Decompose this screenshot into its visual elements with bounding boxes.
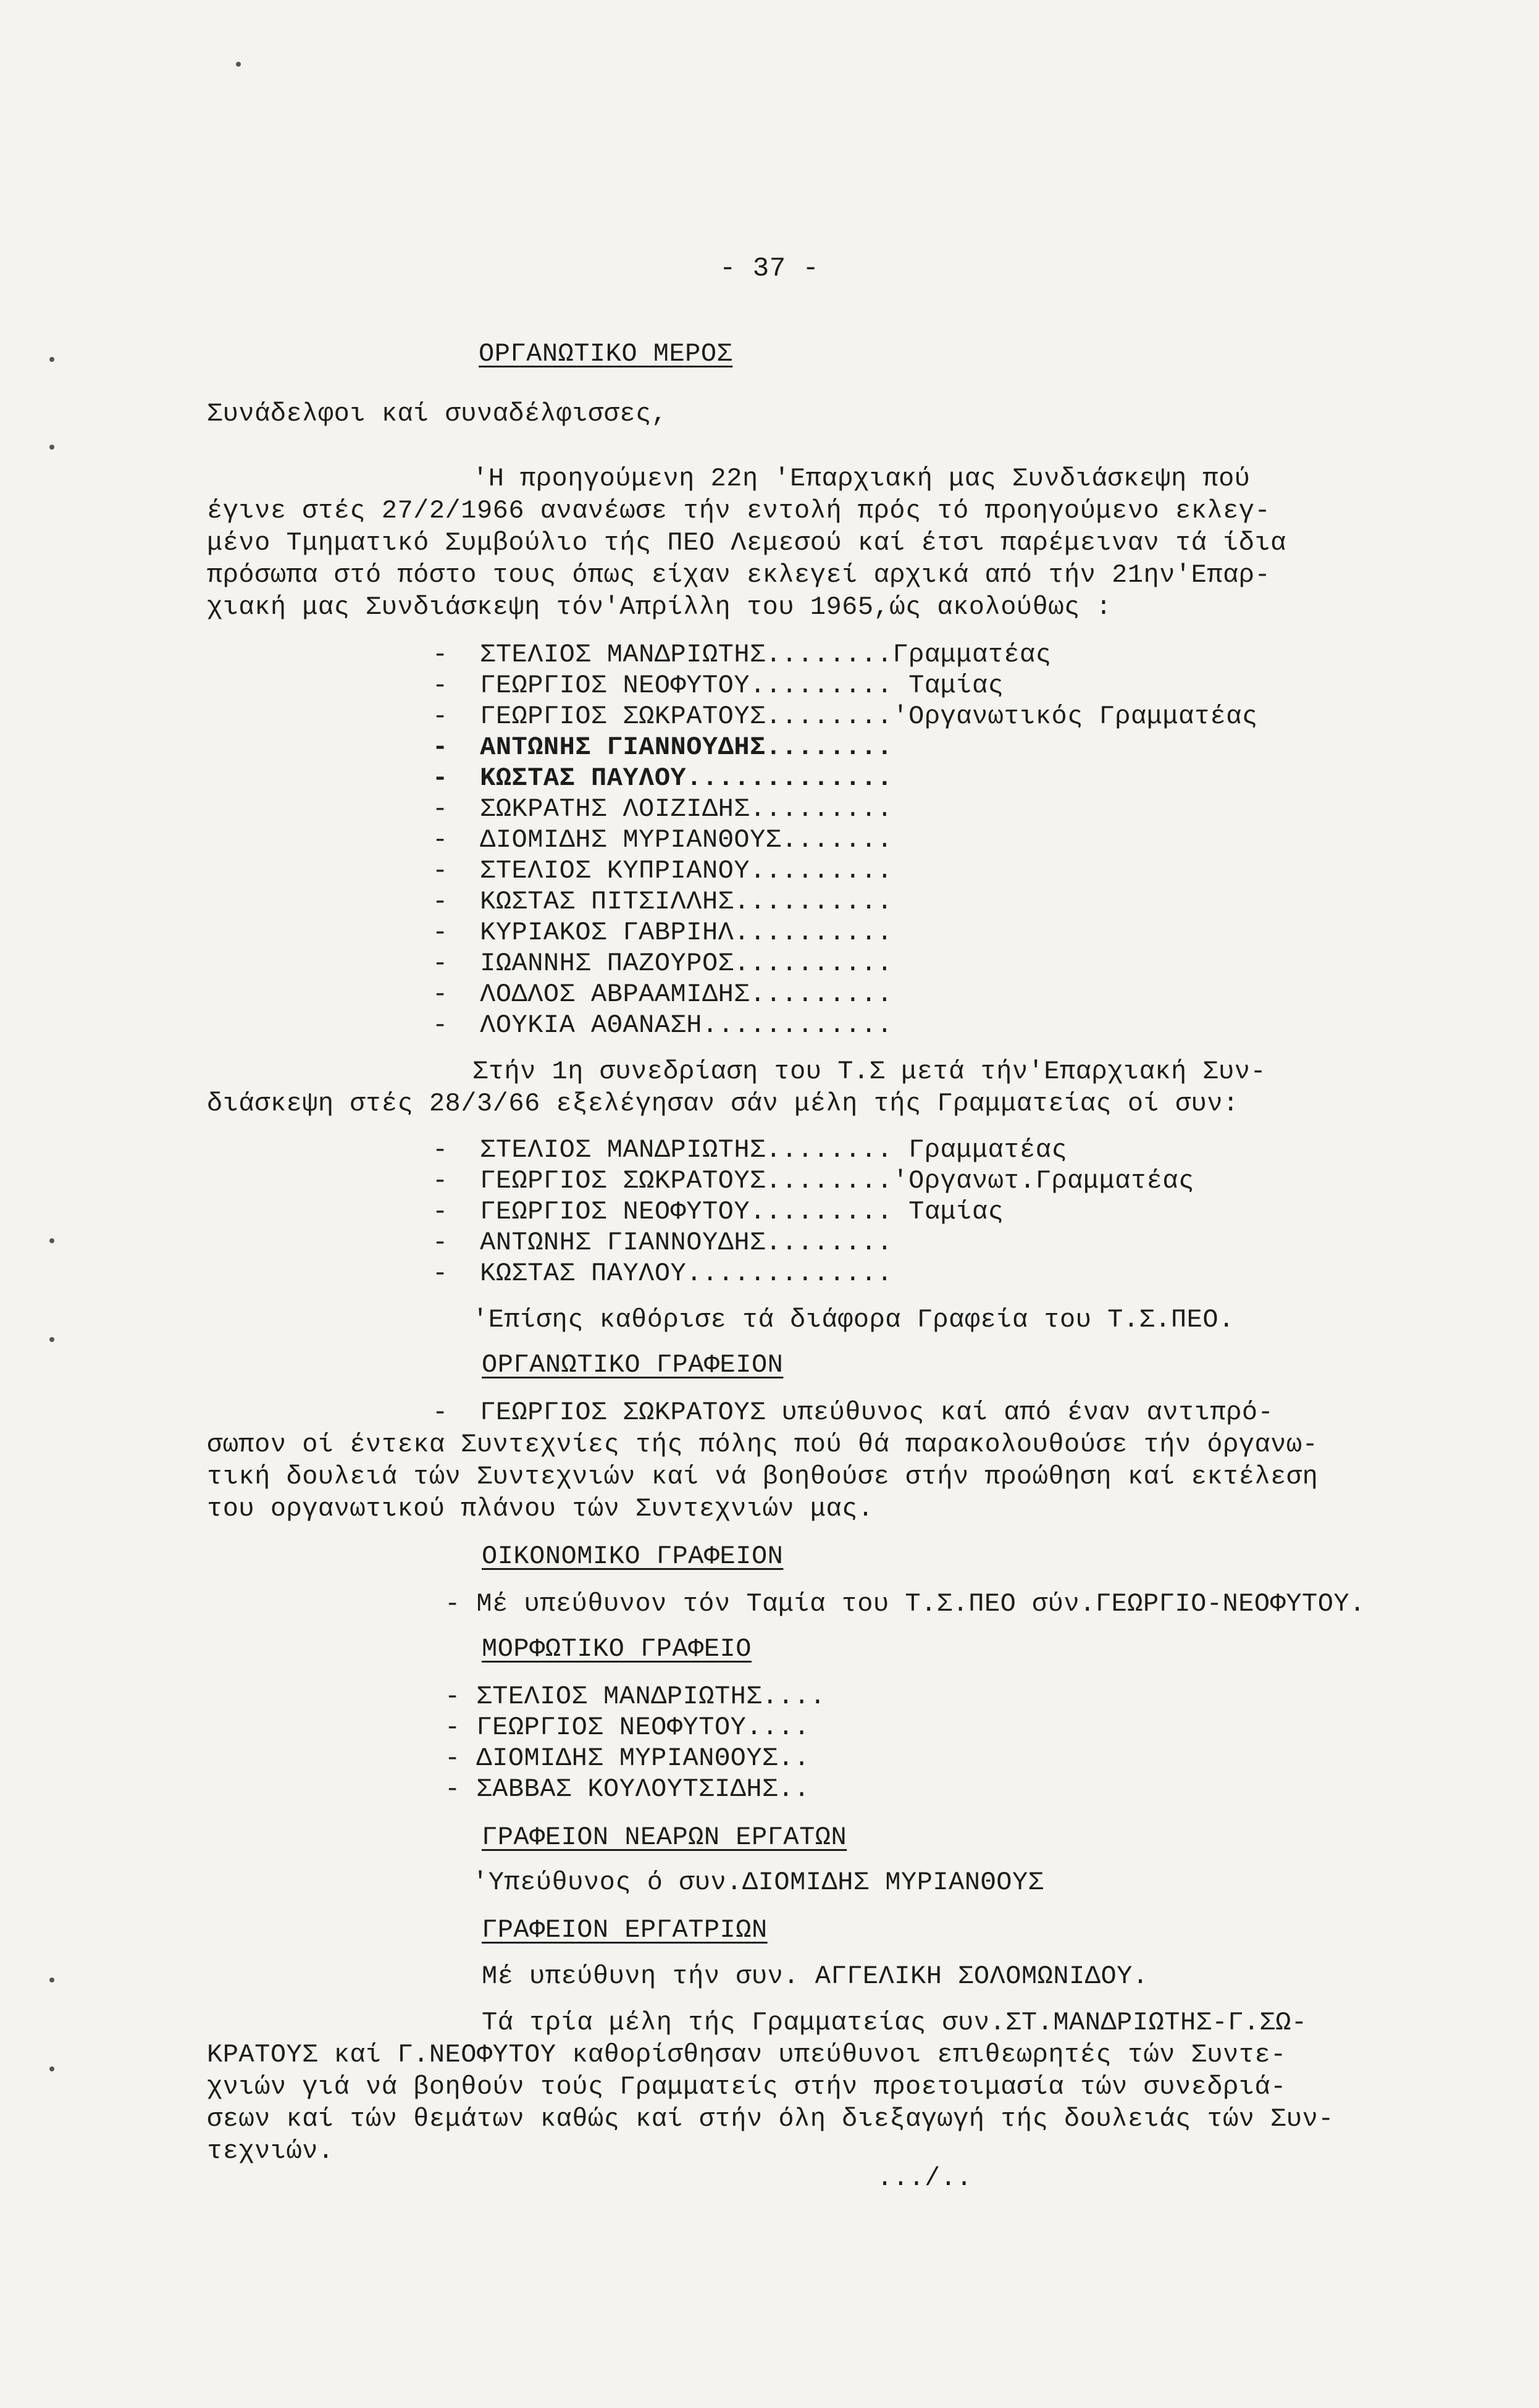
continued-mark: .../.. [877, 2163, 973, 2193]
scan-speck [49, 357, 54, 362]
salutation: Συνάδελφοι καί συναδέλφισσες, [207, 399, 668, 429]
council-member: - ΙΩΑΝΝΗΣ ΠΑΖΟΥΡΟΣ.......... [432, 949, 893, 978]
council-member: - ΣΤΕΛΙΟΣ ΚΥΠΡΙΑΝΟΥ......... [432, 856, 893, 886]
scan-speck [49, 1238, 54, 1243]
intro-line: μένο Τμηματικό Συμβούλιο τής ΠΕΟ Λεμεσού καί έτσι παρέμειναν τά ίδια [207, 528, 1286, 558]
secretariat-member: - ΑΝΤΩΝΗΣ ΓΙΑΝΝΟΥΔΗΣ........ [432, 1228, 893, 1257]
closing-line: τεχνιών. [207, 2136, 334, 2166]
council-member: - ΛΟΔΛΟΣ ΑΒΡΑΑΜΙΔΗΣ......... [432, 980, 893, 1009]
closing-line: Τά τρία μέλη τής Γραμματείας συν.ΣΤ.ΜΑΝΔΡΙΩΤΗΣ-Γ.ΣΩ- [482, 2008, 1307, 2037]
youth-office-line: 'Υπεύθυνος ό συν.ΔΙΟΜΙΔΗΣ ΜΥΡΙΑΝΘΟΥΣ [472, 1868, 1044, 1897]
council-member: - ΛΟΥΚΙΑ ΑΘΑΝΑΣΗ............ [432, 1010, 893, 1040]
edu-office-member: - ΔΙΟΜΙΔΗΣ ΜΥΡΙΑΝΘΟΥΣ.. [445, 1743, 810, 1773]
council-member: - ΓΕΩΡΓΙΟΣ ΣΩΚΡΑΤΟΥΣ........'Οργανωτικός Γραμματέας [432, 702, 1258, 731]
secretariat-member: - ΣΤΕΛΙΟΣ ΜΑΝΔΡΙΩΤΗΣ........ Γραμματέας [432, 1135, 1068, 1165]
council-member: - ΣΤΕΛΙΟΣ ΜΑΝΔΡΙΩΤΗΣ........Γραμματέας [432, 640, 1052, 669]
council-member: - ΣΩΚΡΑΤΗΣ ΛΟΙΖΙΔΗΣ......... [432, 794, 893, 824]
scan-speck [49, 445, 54, 450]
council-member: - ΔΙΟΜΙΔΗΣ ΜΥΡΙΑΝΘΟΥΣ....... [432, 825, 893, 855]
section-title: ΟΡΓΑΝΩΤΙΚΟ ΜΕΡΟΣ [479, 339, 733, 369]
secretariat-member: - ΓΕΩΡΓΙΟΣ ΝΕΟΦΥΤΟΥ......... Ταμίας [432, 1197, 1004, 1227]
scan-speck [49, 1337, 54, 1342]
closing-line: σεων καί τών θεμάτων καθώς καί στήν όλη διεξαγωγή τής δουλειάς τών Συν- [207, 2104, 1334, 2134]
council-member: - ΓΕΩΡΓΙΟΣ ΝΕΟΦΥΤΟΥ......... Ταμίας [432, 671, 1004, 700]
intro-line: πρόσωπα στό πόστο τους όπως είχαν εκλεγεί αρχικά από τήν 21ην'Επαρ- [207, 560, 1271, 590]
edu-office-member: - ΣΤΕΛΙΟΣ ΜΑΝΔΡΙΩΤΗΣ.... [445, 1682, 826, 1711]
session-line: διάσκεψη στές 28/3/66 εξελέγησαν σάν μέλη τής Γραμματείας οί συν: [207, 1089, 1239, 1118]
women-office-line: Μέ υπεύθυνη τήν συν. ΑΓΓΕΛΙΚΗ ΣΟΛΟΜΩΝΙΔΟΥ. [482, 1961, 1149, 1991]
closing-line: χνιών γιά νά βοηθούν τούς Γραμματείς στήν προετοιμασία τών συνεδριά- [207, 2072, 1286, 2102]
scan-speck [236, 62, 241, 67]
offices-intro: 'Επίσης καθόρισε τά διάφορα Γραφεία του Τ.Σ.ΠΕΟ. [472, 1305, 1235, 1335]
council-member: - ΑΝΤΩΝΗΣ ΓΙΑΝΝΟΥΔΗΣ........ [432, 732, 893, 762]
council-member: - ΚΥΡΙΑΚΟΣ ΓΑΒΡΙΗΛ.......... [432, 918, 893, 947]
intro-line: έγινε στές 27/2/1966 ανανέωσε τήν εντολή πρός τό προηγούμενο εκλεγ- [207, 496, 1271, 526]
edu-office-member: - ΓΕΩΡΓΙΟΣ ΝΕΟΦΥΤΟΥ.... [445, 1713, 810, 1742]
youth-office-heading: ΓΡΑΦΕΙΟΝ ΝΕΑΡΩΝ ΕΡΓΑΤΩΝ [482, 1823, 847, 1852]
edu-office-heading: ΜΟΡΦΩΤΙΚΟ ΓΡΑΦΕΙΟ [482, 1634, 752, 1664]
session-line: Στήν 1η συνεδρίαση του Τ.Σ μετά τήν'Επαρχιακή Συν- [472, 1057, 1267, 1086]
intro-line: 'Η προηγούμενη 22η 'Επαρχιακή μας Συνδιάσκεψη πού [472, 464, 1251, 493]
edu-office-member: - ΣΑΒΒΑΣ ΚΟΥΛΟΥΤΣΙΔΗΣ.. [445, 1774, 810, 1804]
page-number: - 37 - [719, 253, 820, 284]
scan-speck [49, 2066, 54, 2071]
org-office-line: σωπον οί έντεκα Συντεχνίες τής πόλης πού θά παρακολουθούσε τήν όργανω- [207, 1430, 1319, 1459]
intro-line: χιακή μας Συνδιάσκεψη τόν'Απρίλλη του 1965,ώς ακολούθως : [207, 592, 1112, 622]
econ-office-heading: ΟΙΚΟΝΟΜΙΚΟ ΓΡΑΦΕΙΟΝ [482, 1542, 784, 1571]
secretariat-member: - ΓΕΩΡΓΙΟΣ ΣΩΚΡΑΤΟΥΣ........'Οργανωτ.Γραμματέας [432, 1166, 1194, 1196]
org-office-line: - ΓΕΩΡΓΙΟΣ ΣΩΚΡΑΤΟΥΣ υπεύθυνος καί από έναν αντιπρό- [432, 1398, 1274, 1427]
closing-line: ΚΡΑΤΟΥΣ καί Γ.ΝΕΟΦΥΤΟΥ καθορίσθησαν υπεύθυνοι επιθεωρητές τών Συντε- [207, 2040, 1286, 2070]
econ-office-line: - Μέ υπεύθυνον τόν Ταμία του Τ.Σ.ΠΕΟ σύν.ΓΕΩΡΓΙΟ-ΝΕΟΦΥΤΟΥ. [445, 1589, 1365, 1619]
org-office-heading: ΟΡΓΑΝΩΤΙΚΟ ΓΡΑΦΕΙΟΝ [482, 1350, 784, 1380]
women-office-heading: ΓΡΑΦΕΙΟΝ ΕΡΓΑΤΡΙΩΝ [482, 1915, 768, 1945]
scan-speck [49, 1978, 54, 1982]
org-office-line: του οργανωτικού πλάνου τών Συντεχνιών μας. [207, 1494, 874, 1524]
secretariat-member: - ΚΩΣΤΑΣ ΠΑΥΛΟΥ............. [432, 1259, 893, 1288]
org-office-line: τική δουλειά τών Συντεχνιών καί νά βοηθούσε στήν προώθηση καί εκτέλεση [207, 1462, 1319, 1491]
council-member: - ΚΩΣΤΑΣ ΠΑΥΛΟΥ............. [432, 763, 893, 793]
council-member: - ΚΩΣΤΑΣ ΠΙΤΣΙΛΛΗΣ.......... [432, 887, 893, 917]
